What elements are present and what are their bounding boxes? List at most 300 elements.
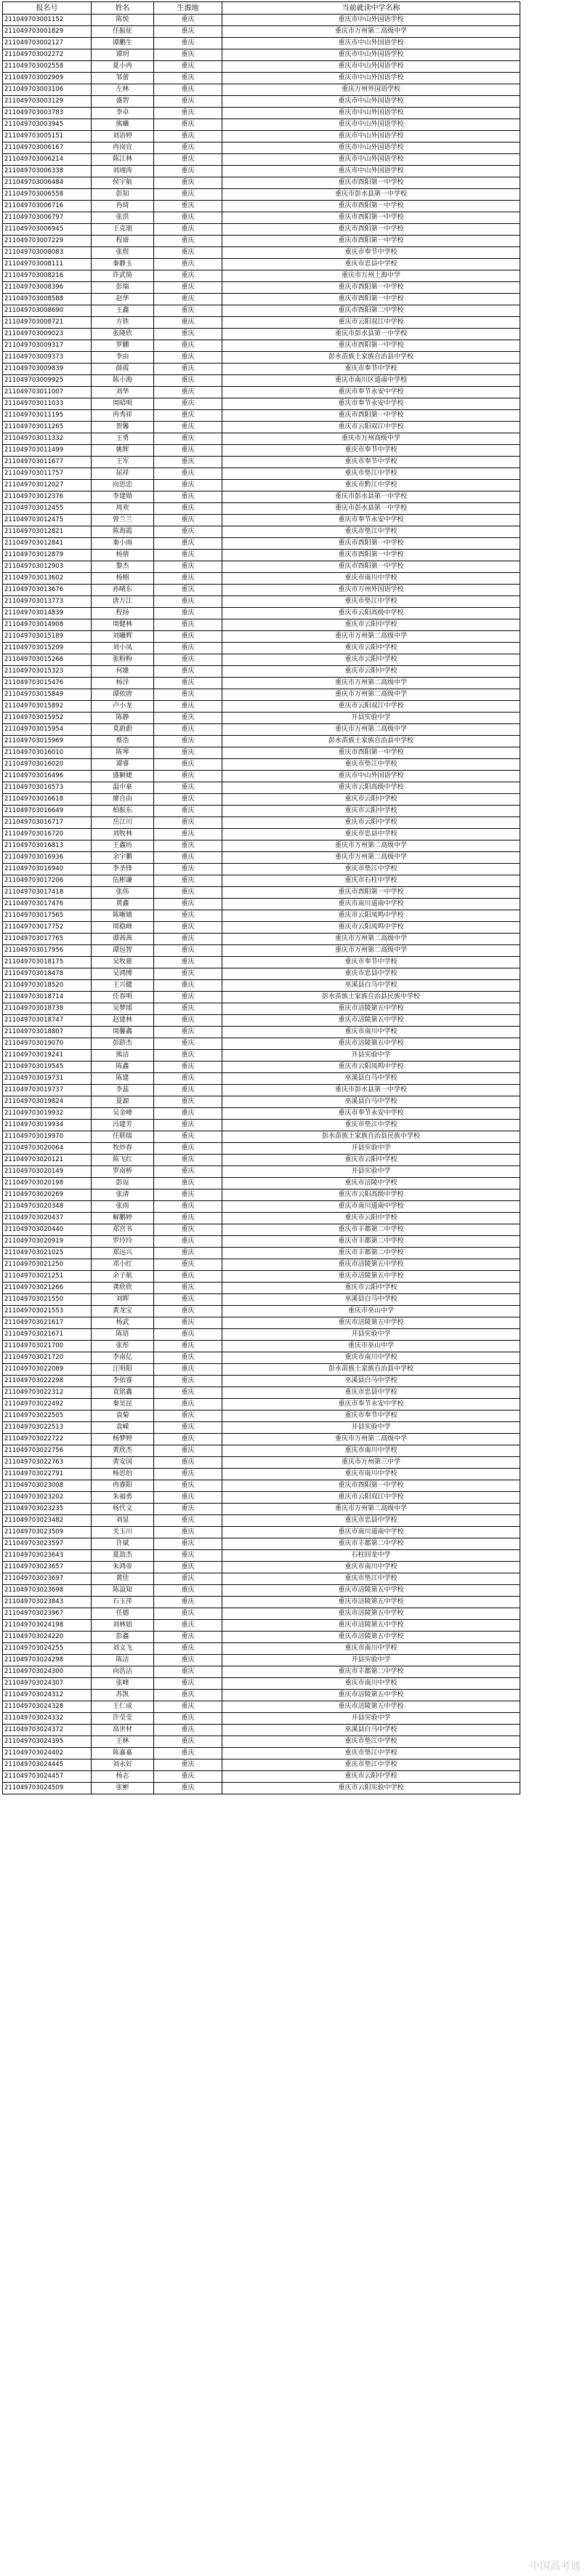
cell-origin: 重庆 [154, 457, 222, 468]
cell-name: 张煜 [92, 247, 154, 259]
cell-origin: 重庆 [154, 1213, 222, 1224]
cell-origin: 重庆 [154, 561, 222, 573]
cell-origin: 重庆 [154, 992, 222, 1003]
cell-registration-number: 211049703001829 [3, 26, 92, 38]
cell-registration-number: 211049703024395 [3, 1736, 92, 1748]
table-row [3, 701, 520, 713]
cell-origin: 重庆 [154, 1050, 222, 1062]
cell-name: 王鑫坊 [92, 840, 154, 852]
cell-school: 重庆市万州第二高级中学 [222, 852, 520, 864]
cell-school: 重庆市云阳凤鸣中学校 [222, 1062, 520, 1073]
cell-registration-number: 211049703020149 [3, 1166, 92, 1178]
cell-origin: 重庆 [154, 1015, 222, 1027]
cell-name: 陈洁 [92, 1655, 154, 1666]
table-row [3, 1143, 520, 1155]
cell-school: 重庆市云阳中学校 [222, 806, 520, 817]
cell-name: 杨思伯 [92, 1469, 154, 1480]
cell-name: 黄鑫 [92, 899, 154, 910]
cell-origin: 重庆 [154, 550, 222, 561]
cell-registration-number: 211049703013773 [3, 596, 92, 608]
table-row [3, 305, 520, 317]
cell-registration-number: 211049703009023 [3, 329, 92, 340]
cell-school: 重庆市南川中学校 [222, 1643, 520, 1655]
table-row [3, 224, 520, 236]
cell-school: 重庆市云阳双江中学校 [222, 1492, 520, 1504]
table-row [3, 398, 520, 410]
cell-registration-number: 211049703024402 [3, 1748, 92, 1760]
table-row [3, 1701, 520, 1713]
cell-origin: 重庆 [154, 1201, 222, 1213]
cell-name: 孙晴东 [92, 585, 154, 596]
cell-registration-number: 211049703016618 [3, 794, 92, 806]
cell-name: 张彤 [92, 1341, 154, 1352]
cell-registration-number: 211049703012475 [3, 515, 92, 526]
cell-origin: 重庆 [154, 1504, 222, 1515]
cell-origin: 重庆 [154, 1608, 222, 1620]
cell-school: 巫溪县白马中学校 [222, 1096, 520, 1108]
cell-name: 盛颖婕 [92, 771, 154, 782]
table-row [3, 968, 520, 980]
cell-origin: 重庆 [154, 875, 222, 887]
cell-registration-number: 211049703020269 [3, 1189, 92, 1201]
table-row [3, 1096, 520, 1108]
cell-name: 刘华 [92, 387, 154, 398]
cell-origin: 重庆 [154, 1038, 222, 1050]
cell-registration-number: 211049703019070 [3, 1038, 92, 1050]
cell-name: 屈祥 [92, 468, 154, 480]
cell-registration-number: 211049703011757 [3, 468, 92, 480]
table-row [3, 1678, 520, 1690]
cell-name: 唐万江 [92, 596, 154, 608]
cell-origin: 重庆 [154, 538, 222, 550]
cell-registration-number: 211049703001152 [3, 15, 92, 26]
cell-origin: 重庆 [154, 1108, 222, 1120]
cell-name: 黄佳 [92, 1573, 154, 1585]
cell-origin: 重庆 [154, 1760, 222, 1771]
cell-origin: 重庆 [154, 806, 222, 817]
cell-registration-number: 211049703006484 [3, 177, 92, 189]
cell-school: 重庆市云阳中学校 [222, 643, 520, 654]
cell-registration-number: 211049703015323 [3, 666, 92, 678]
cell-name: 陈海霞 [92, 526, 154, 538]
cell-name: 谭茜茜 [92, 934, 154, 945]
cell-name: 张清 [92, 1189, 154, 1201]
cell-school: 重庆市奉节永安中学校 [222, 515, 520, 526]
cell-origin: 重庆 [154, 375, 222, 387]
cell-registration-number: 211049703017765 [3, 934, 92, 945]
cell-registration-number: 211049703015969 [3, 736, 92, 747]
cell-registration-number: 211049703023509 [3, 1527, 92, 1538]
cell-origin: 重庆 [154, 1085, 222, 1096]
cell-name: 黄龙宝 [92, 1306, 154, 1317]
cell-name: 黄欣杰 [92, 1445, 154, 1457]
cell-registration-number: 211049703024509 [3, 1783, 92, 1794]
cell-name: 陈嘉嘉 [92, 1748, 154, 1760]
cell-school: 重庆市忠县中学校 [222, 1515, 520, 1527]
cell-school: 重庆市云阳中学校 [222, 817, 520, 829]
cell-origin: 重庆 [154, 177, 222, 189]
cell-registration-number: 211049703022089 [3, 1364, 92, 1376]
cell-school: 重庆市彭水县第一中学校 [222, 189, 520, 201]
table-row [3, 119, 520, 131]
cell-school: 重庆市奉节中学校 [222, 1411, 520, 1422]
table-row [3, 166, 520, 177]
cell-registration-number: 211049703018520 [3, 980, 92, 992]
cell-name: 关玉川 [92, 1527, 154, 1538]
cell-origin: 重庆 [154, 1073, 222, 1085]
cell-school: 重庆市中山外国语学校 [222, 108, 520, 119]
cell-name: 任春明 [92, 992, 154, 1003]
cell-name: 杨栩 [92, 573, 154, 585]
table-row [3, 422, 520, 433]
table-row [3, 294, 520, 305]
cell-origin: 重庆 [154, 1166, 222, 1178]
table-row [3, 1364, 520, 1376]
cell-name: 余宇鹏 [92, 852, 154, 864]
cell-school: 开县实验中学 [222, 1329, 520, 1341]
cell-origin: 重庆 [154, 1178, 222, 1189]
cell-origin: 重庆 [154, 701, 222, 713]
cell-school: 开县实验中学 [222, 1166, 520, 1178]
table-header-row [3, 2, 520, 15]
cell-registration-number: 211049703020437 [3, 1213, 92, 1224]
cell-registration-number: 211049703016573 [3, 782, 92, 794]
cell-origin: 重庆 [154, 352, 222, 364]
cell-registration-number: 211049703018747 [3, 1015, 92, 1027]
cell-registration-number: 211049703017956 [3, 945, 92, 957]
cell-name: 张彬 [92, 1783, 154, 1794]
cell-origin: 重庆 [154, 1748, 222, 1760]
cell-origin: 重庆 [154, 445, 222, 457]
cell-registration-number: 211049703020121 [3, 1155, 92, 1166]
cell-name: 周健林 [92, 619, 154, 631]
cell-registration-number: 211049703013676 [3, 585, 92, 596]
cell-school: 重庆市奉节中学校 [222, 457, 520, 468]
cell-registration-number: 211049703022513 [3, 1422, 92, 1434]
cell-school: 重庆市中山外国语学校 [222, 61, 520, 73]
cell-school: 重庆市南川中学校 [222, 1352, 520, 1364]
cell-origin: 重庆 [154, 1364, 222, 1376]
cell-origin: 重庆 [154, 1259, 222, 1271]
cell-registration-number: 211049703009317 [3, 340, 92, 352]
cell-name: 刘文飞 [92, 1643, 154, 1655]
table-row [3, 1131, 520, 1143]
cell-origin: 重庆 [154, 38, 222, 49]
cell-name: 卢小龙 [92, 701, 154, 713]
cell-name: 陈鑫 [92, 1062, 154, 1073]
table-row [3, 596, 520, 608]
cell-school: 彭水苗族土家族自治县民族中学校 [222, 1131, 520, 1143]
cell-origin: 重庆 [154, 201, 222, 212]
cell-registration-number: 211049703009839 [3, 364, 92, 375]
cell-school: 重庆市巫山中学 [222, 1341, 520, 1352]
cell-origin: 重庆 [154, 1131, 222, 1143]
cell-school: 彭水苗族土家族自治县中学校 [222, 1364, 520, 1376]
cell-origin: 重庆 [154, 1027, 222, 1038]
table-row [3, 713, 520, 724]
cell-origin: 重庆 [154, 1783, 222, 1794]
cell-origin: 重庆 [154, 1620, 222, 1632]
cell-origin: 重庆 [154, 1736, 222, 1748]
cell-registration-number: 211049703019241 [3, 1050, 92, 1062]
cell-school: 重庆市云阳高级中学校 [222, 608, 520, 619]
cell-name: 牧炒春 [92, 1143, 154, 1155]
cell-origin: 重庆 [154, 1376, 222, 1387]
cell-registration-number: 211049703020198 [3, 1178, 92, 1189]
cell-origin: 重庆 [154, 143, 222, 154]
cell-name: 冯建芳 [92, 1120, 154, 1131]
cell-registration-number: 211049703020440 [3, 1224, 92, 1236]
admission-list [2, 1, 520, 1794]
cell-name: 张雨 [92, 1201, 154, 1213]
cell-school: 重庆市中山外国语学校 [222, 154, 520, 166]
cell-origin: 重庆 [154, 1538, 222, 1550]
cell-registration-number: 211049703003945 [3, 119, 92, 131]
table-row [3, 526, 520, 538]
cell-school: 重庆市酉阳第一中学校 [222, 201, 520, 212]
cell-origin: 重庆 [154, 1329, 222, 1341]
table-row [3, 1725, 520, 1736]
cell-origin: 重庆 [154, 1771, 222, 1783]
cell-origin: 重庆 [154, 1445, 222, 1457]
cell-registration-number: 211049703020919 [3, 1236, 92, 1248]
cell-registration-number: 211049703014908 [3, 619, 92, 631]
cell-school: 重庆市黔江中学校 [222, 480, 520, 491]
cell-name: 朱鸿帝 [92, 1562, 154, 1573]
cell-registration-number: 211049703021720 [3, 1352, 92, 1364]
cell-school: 重庆市酉阳第一中学校 [222, 887, 520, 899]
cell-school: 重庆市丰都第二中学校 [222, 1538, 520, 1550]
cell-registration-number: 211049703003106 [3, 84, 92, 96]
cell-name: 冉琦 [92, 201, 154, 212]
header-name: 姓名 [92, 2, 154, 15]
cell-school: 重庆市云阳中学校 [222, 1283, 520, 1294]
cell-school: 重庆市万州第二高级中学 [222, 1434, 520, 1445]
cell-origin: 重庆 [154, 294, 222, 305]
cell-origin: 重庆 [154, 1655, 222, 1666]
cell-school: 重庆市彭水县第一中学校 [222, 503, 520, 515]
cell-origin: 重庆 [154, 1469, 222, 1480]
cell-name: 熊曦 [92, 119, 154, 131]
cell-origin: 重庆 [154, 212, 222, 224]
table-row [3, 550, 520, 561]
cell-school: 重庆市南川中学校 [222, 1678, 520, 1690]
cell-origin: 重庆 [154, 654, 222, 666]
table-row [3, 1178, 520, 1189]
cell-name: 任振征 [92, 26, 154, 38]
table-row [3, 1038, 520, 1050]
cell-origin: 重庆 [154, 771, 222, 782]
cell-school: 重庆市云阳中学校 [222, 794, 520, 806]
table-row [3, 840, 520, 852]
cell-name: 陈江林 [92, 154, 154, 166]
cell-origin: 重庆 [154, 1434, 222, 1445]
table-row [3, 817, 520, 829]
cell-school: 重庆市万州外国语学校 [222, 585, 520, 596]
cell-origin: 重庆 [154, 1120, 222, 1131]
cell-origin: 重庆 [154, 1666, 222, 1678]
cell-origin: 重庆 [154, 1422, 222, 1434]
cell-registration-number: 211049703022492 [3, 1399, 92, 1411]
cell-name: 冉秀祥 [92, 410, 154, 422]
cell-name: 陈建 [92, 1073, 154, 1085]
cell-name: 郑宫书 [92, 1224, 154, 1236]
table-row [3, 1003, 520, 1015]
table-row [3, 1515, 520, 1527]
cell-registration-number: 211049703006167 [3, 143, 92, 154]
cell-school: 石柱回龙中学 [222, 1550, 520, 1562]
cell-registration-number: 211049703016936 [3, 852, 92, 864]
cell-registration-number: 211049703019932 [3, 1108, 92, 1120]
cell-name: 温中豪 [92, 782, 154, 794]
cell-registration-number: 211049703015952 [3, 713, 92, 724]
cell-origin: 重庆 [154, 724, 222, 736]
cell-origin: 重庆 [154, 1399, 222, 1411]
table-row [3, 1538, 520, 1550]
table-row [3, 317, 520, 329]
cell-registration-number: 211049703008083 [3, 247, 92, 259]
cell-school: 重庆市南川中学校 [222, 573, 520, 585]
table-row [3, 1201, 520, 1213]
cell-school: 重庆市南川中学校 [222, 1027, 520, 1038]
cell-school: 重庆市涪陵第五中学校 [222, 1259, 520, 1271]
cell-origin: 重庆 [154, 49, 222, 61]
table-row [3, 852, 520, 864]
cell-origin: 重庆 [154, 154, 222, 166]
cell-origin: 重庆 [154, 1236, 222, 1248]
cell-school: 重庆市中山外国语学校 [222, 49, 520, 61]
cell-school: 重庆市涪陵第五中学校 [222, 1597, 520, 1608]
cell-origin: 重庆 [154, 340, 222, 352]
cell-school: 巫溪县白马中学校 [222, 1073, 520, 1085]
cell-school: 重庆市涪陵第五中学校 [222, 1015, 520, 1027]
table-row [3, 468, 520, 480]
cell-origin: 重庆 [154, 236, 222, 247]
table-row [3, 1527, 520, 1538]
cell-registration-number: 211049703002909 [3, 73, 92, 84]
cell-school: 重庆市忠县中学校 [222, 1387, 520, 1399]
table-row [3, 945, 520, 957]
cell-school: 重庆市云阳中学校 [222, 666, 520, 678]
cell-origin: 重庆 [154, 1317, 222, 1329]
cell-origin: 重庆 [154, 270, 222, 282]
cell-origin: 重庆 [154, 666, 222, 678]
cell-name: 张粉粉 [92, 654, 154, 666]
cell-origin: 重庆 [154, 491, 222, 503]
cell-origin: 重庆 [154, 1725, 222, 1736]
cell-registration-number: 211049703014839 [3, 608, 92, 619]
cell-name: 王林 [92, 1736, 154, 1748]
table-row [3, 282, 520, 294]
cell-origin: 重庆 [154, 468, 222, 480]
table-row [3, 899, 520, 910]
cell-school: 巫溪县白马中学校 [222, 1725, 520, 1736]
cell-origin: 重庆 [154, 596, 222, 608]
table-row [3, 177, 520, 189]
table-row [3, 96, 520, 108]
cell-origin: 重庆 [154, 1387, 222, 1399]
cell-school: 重庆市万州第二高级中学 [222, 724, 520, 736]
cell-name: 谭鹏生 [92, 38, 154, 49]
cell-registration-number: 211049703022756 [3, 1445, 92, 1457]
table-row [3, 1585, 520, 1597]
cell-origin: 重庆 [154, 968, 222, 980]
cell-name: 陈琴 [92, 747, 154, 759]
table-row [3, 1771, 520, 1783]
cell-registration-number: 211049703020348 [3, 1201, 92, 1213]
cell-name: 贺馨 [92, 422, 154, 433]
cell-registration-number: 211049703023008 [3, 1480, 92, 1492]
table-row [3, 108, 520, 119]
cell-name: 李蕊 [92, 1085, 154, 1096]
cell-school: 重庆市涪陵第五中学校 [222, 1003, 520, 1015]
cell-origin: 重庆 [154, 26, 222, 38]
cell-name: 张伟 [92, 887, 154, 899]
cell-name: 汪明阳 [92, 1364, 154, 1376]
cell-registration-number: 211049703012903 [3, 561, 92, 573]
cell-school: 重庆市酉阳第一中学校 [222, 224, 520, 236]
cell-name: 罗南桥 [92, 1166, 154, 1178]
cell-origin: 重庆 [154, 131, 222, 143]
cell-origin: 重庆 [154, 96, 222, 108]
cell-school: 开县实验中学 [222, 1713, 520, 1725]
cell-name: 王鑫 [92, 305, 154, 317]
cell-name: 余子航 [92, 1271, 154, 1283]
cell-school: 重庆市垫江中学校 [222, 759, 520, 771]
table-row [3, 1690, 520, 1701]
cell-name: 刘翊涛 [92, 166, 154, 177]
table-row [3, 1562, 520, 1573]
cell-origin: 重庆 [154, 84, 222, 96]
cell-name: 刘林妞 [92, 1620, 154, 1632]
table-row [3, 212, 520, 224]
cell-registration-number: 211049703003129 [3, 96, 92, 108]
table-row [3, 1492, 520, 1504]
table-row [3, 259, 520, 270]
table-row [3, 1457, 520, 1469]
table-row [3, 1434, 520, 1445]
cell-name: 熊洁 [92, 1050, 154, 1062]
cell-school: 重庆市万州第二高级中学 [222, 1504, 520, 1515]
cell-school: 彭水苗族土家族自治县中学校 [222, 352, 520, 364]
table-row [3, 654, 520, 666]
cell-registration-number: 211049703018175 [3, 957, 92, 968]
cell-school: 重庆市万州第二高级中学 [222, 934, 520, 945]
cell-school: 重庆市酉阳第二中学校 [222, 305, 520, 317]
table-row [3, 782, 520, 794]
cell-school: 重庆市万州第二高级中学 [222, 840, 520, 852]
cell-registration-number: 211049703011332 [3, 433, 92, 445]
cell-registration-number: 211049703011033 [3, 398, 92, 410]
cell-origin: 重庆 [154, 1585, 222, 1597]
table-row [3, 1341, 520, 1352]
cell-registration-number: 211049703012841 [3, 538, 92, 550]
cell-origin: 重庆 [154, 166, 222, 177]
cell-name: 赵华 [92, 294, 154, 305]
table-row [3, 771, 520, 782]
cell-registration-number: 211049703015209 [3, 643, 92, 654]
cell-registration-number: 211049703006338 [3, 166, 92, 177]
cell-school: 重庆市南川道南中学校 [222, 1201, 520, 1213]
cell-origin: 重庆 [154, 957, 222, 968]
table-row [3, 433, 520, 445]
table-row [3, 364, 520, 375]
cell-name: 李圣锋 [92, 864, 154, 875]
cell-name: 向思忠 [92, 480, 154, 491]
cell-registration-number: 211049703002127 [3, 38, 92, 49]
cell-school: 重庆市涪陵第五中学校 [222, 1701, 520, 1713]
cell-school: 重庆市中山外国语学校 [222, 73, 520, 84]
